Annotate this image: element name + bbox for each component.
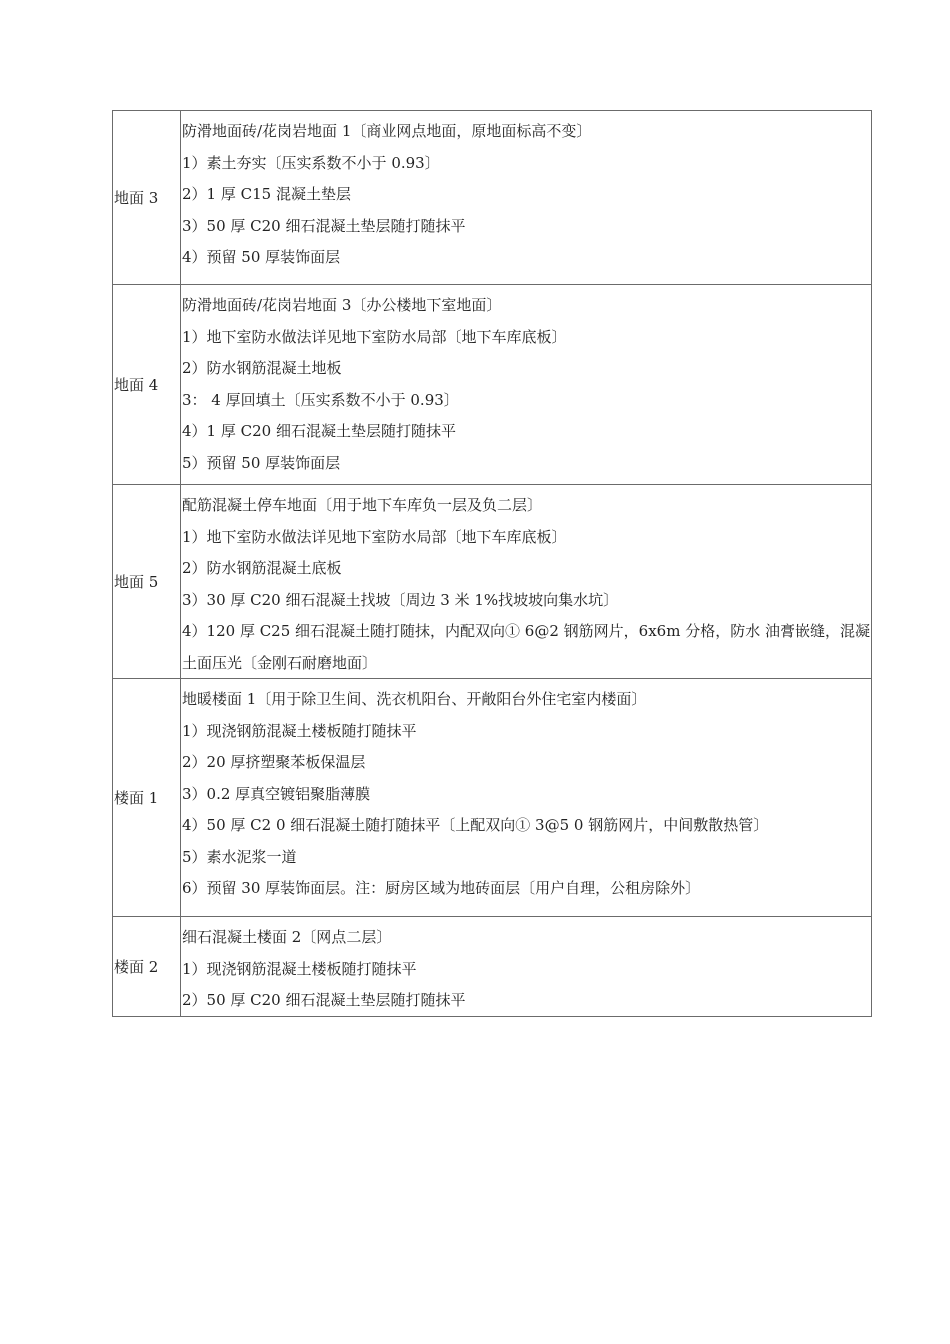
- table-row: [113, 111, 871, 284]
- list-item: 6）预留 30 厚装饰面层。注：厨房区域为地砖面层〔用户自理，公租房除外〕: [182, 879, 701, 897]
- row-label: 地面 3: [113, 111, 181, 284]
- table-row: [113, 678, 871, 916]
- list-item: 2）防水钢筋混凝土地板: [182, 359, 342, 377]
- list-item: 4）120 厚 C25 细石混凝土随打随抹，内配双向① 6@2 钢筋网片，6x6m 分格，防水 油膏嵌缝，混凝土面压光〔金刚石耐磨地面〕: [182, 622, 870, 672]
- table-row: [113, 284, 871, 484]
- list-item: 1）素土夯实〔压实系数不小于 0.93〕: [182, 153, 440, 172]
- row-label: 地面 5: [113, 485, 181, 678]
- list-item: 3）50 厚 C20 细石混凝土垫层随打随抹平: [182, 216, 466, 235]
- row-title: 地暖楼面 1〔用于除卫生间、洗衣机阳台、开敞阳台外住宅室内楼面〕: [182, 690, 647, 708]
- row-content: [181, 111, 871, 284]
- row-label: 地面 4: [113, 285, 181, 484]
- list-item: 4）预留 50 厚装饰面层: [182, 248, 341, 266]
- row-content: [181, 917, 871, 1016]
- list-item: 2）1 厚 C15 混凝土垫层: [182, 185, 351, 203]
- list-item: 5）素水泥浆一道: [182, 847, 297, 866]
- list-item: 2）防水钢筋混凝土底板: [182, 559, 342, 577]
- list-item: 3）30 厚 C20 细石混凝土找坡〔周边 3 米 1%找坡坡向集水坑〕: [182, 590, 619, 609]
- specification-table: [112, 110, 872, 1017]
- list-item: 2）50 厚 C20 细石混凝土垫层随打随抹平: [182, 991, 466, 1009]
- list-item: 4）50 厚 C2 0 细石混凝土随打随抹平〔上配双向① 3@5 0 钢筋网片，中间敷散热管〕: [182, 816, 769, 834]
- row-title: 配筋混凝土停车地面〔用于地下车库负一层及负二层〕: [182, 496, 543, 514]
- list-item: 3： 4 厚回填土〔压实系数不小于 0.93〕: [182, 390, 459, 409]
- list-item: 4）1 厚 C20 细石混凝土垫层随打随抹平: [182, 422, 456, 440]
- list-item: 2）20 厚挤塑聚苯板保温层: [182, 753, 366, 771]
- row-content: [181, 485, 871, 678]
- table-row: [113, 484, 871, 678]
- list-item: 1）现浇钢筋混凝土楼板随打随抹平: [182, 959, 417, 978]
- list-item: 3）0.2 厚真空镀铝聚脂薄膜: [182, 784, 371, 803]
- row-label: 楼面 1: [113, 679, 181, 916]
- row-content: [181, 285, 871, 484]
- row-title: 防滑地面砖/花岗岩地面 1〔商业网点地面，原地面标高不变〕: [182, 122, 592, 140]
- list-item: 5）预留 50 厚装饰面层: [182, 453, 341, 472]
- table-row: [113, 916, 871, 1016]
- row-content: [181, 679, 871, 916]
- list-item: 1）地下室防水做法详见地下室防水局部〔地下车库底板〕: [182, 327, 567, 346]
- row-title: 细石混凝土楼面 2〔网点二层〕: [182, 928, 392, 946]
- list-item: 1）现浇钢筋混凝土楼板随打随抹平: [182, 721, 417, 740]
- list-item: 1）地下室防水做法详见地下室防水局部〔地下车库底板〕: [182, 527, 567, 546]
- row-title: 防滑地面砖/花岗岩地面 3〔办公楼地下室地面〕: [182, 296, 502, 314]
- row-label: 楼面 2: [113, 917, 181, 1016]
